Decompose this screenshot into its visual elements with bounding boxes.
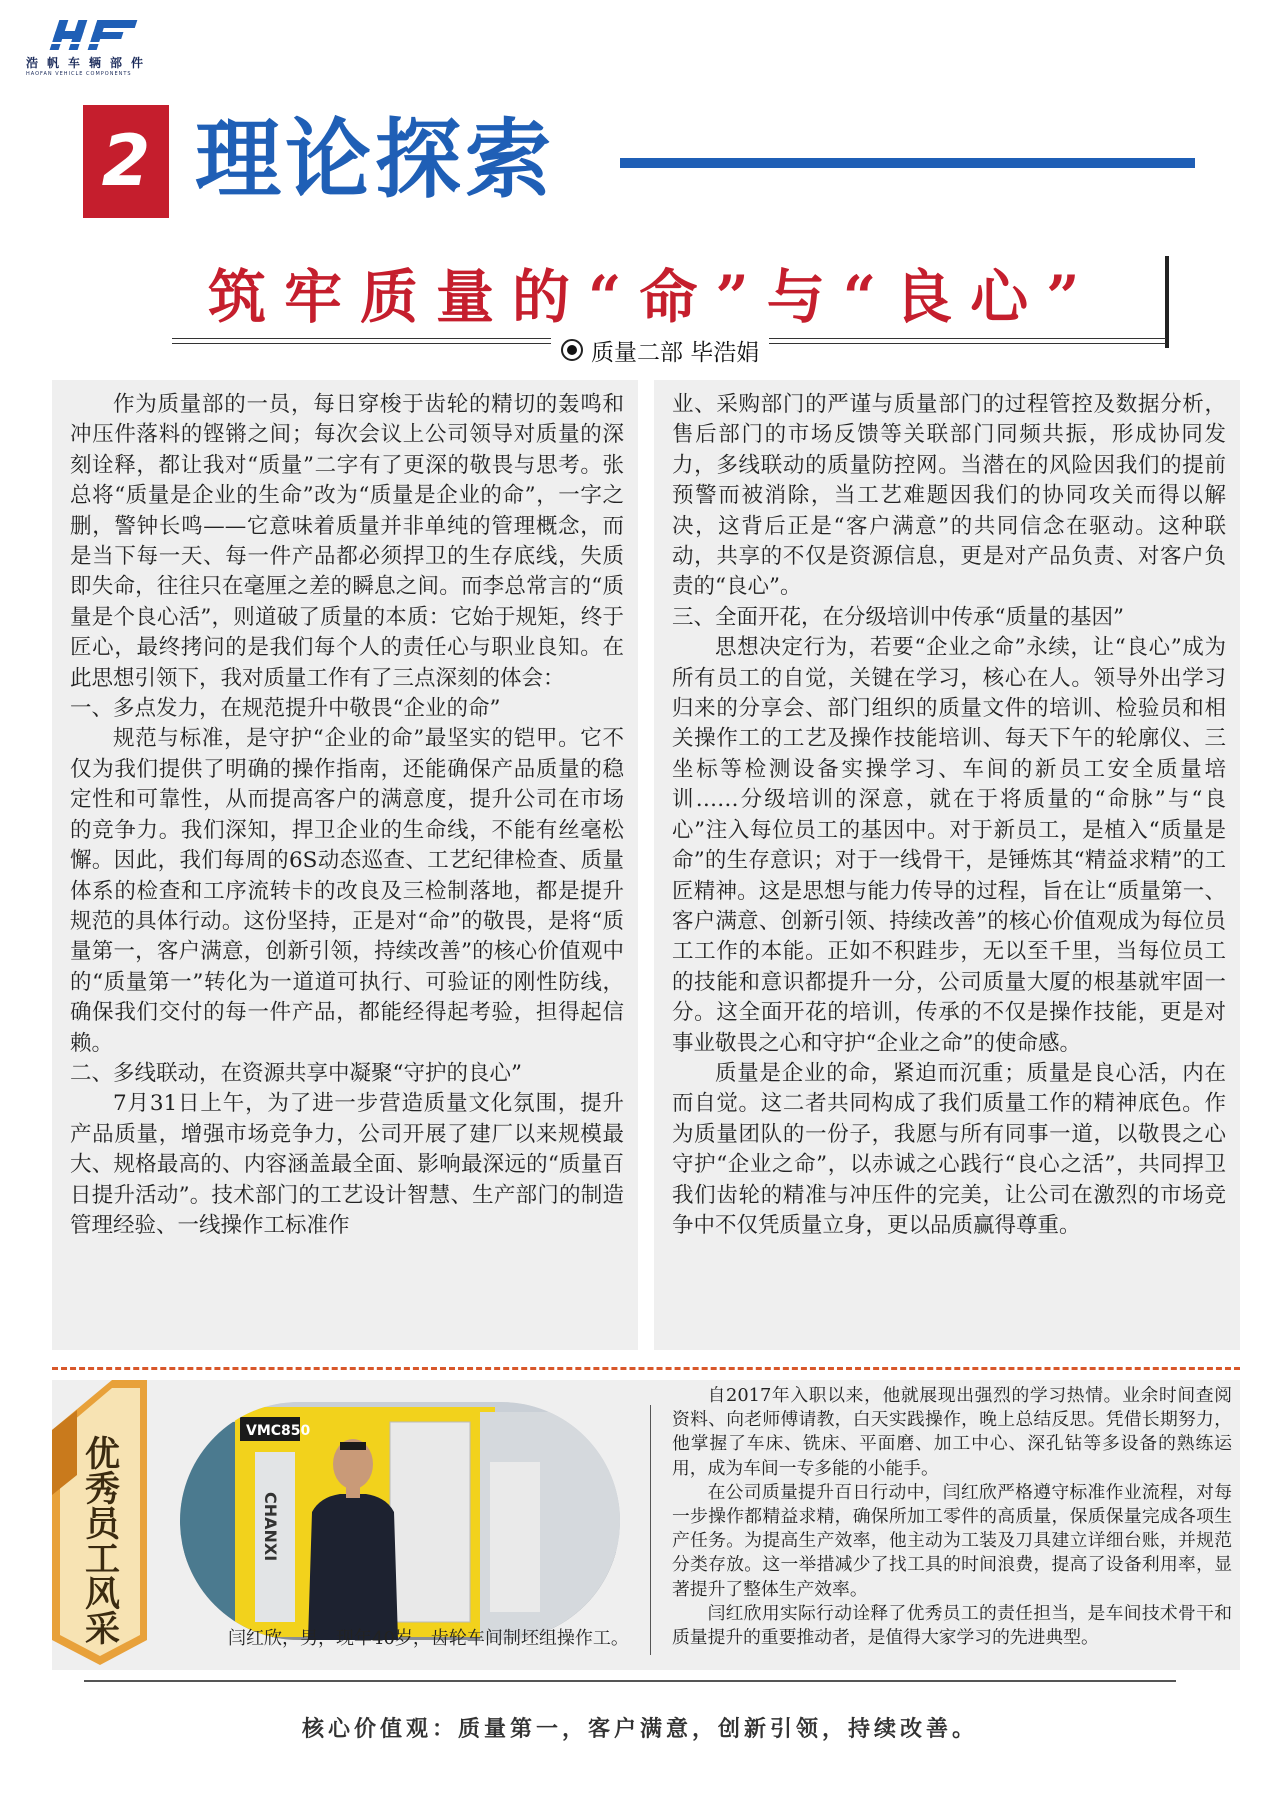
machine-model-label: VMC850 [246,1423,311,1439]
ribbon-label: 优秀员工风采 [79,1435,121,1645]
section-title: 理论探索 [195,110,555,210]
section-title-rule [620,158,1195,168]
core-values-footer: 核心价值观：质量第一，客户满意，创新引领，持续改善。 [301,1717,978,1742]
employee-caption [192,1626,652,1651]
employee-photo-image [180,1402,620,1640]
article-paragraph: 规范与标准，是守护“企业的命”最坚实的铠甲。它不仅为我们提供了明确的操作指南，还能确保产品质量的稳定性和可靠性，从而提高客户的满意度，提升公司在市场的竞争力。我们深知，捍卫企业的生命线，不能有丝毫松懈。因此，我们每周的6S动态巡查、工艺纪律检查、质量体系的检查和工序流转卡的改良及三检制落地，都是提升规范的具体行动。这份坚持，正是对“命”的敬畏，是将“质量第一，客户满意，创新引领，持续改善”的核心价值观中的“质量第一”转化为一道道可执行、可验证的刚性防线，确保我们交付的每一件产品，都能经得起考验，担得起信赖。 [70,726,624,1056]
author-byline [551,332,769,368]
logo-mark-icon [46,18,156,54]
machine-brand-label: CHANXI [261,1492,280,1562]
employee-paragraph: 在公司质量提升百日行动中，闫红欣严格遵守标准作业流程，对每一步操作都精益求精，确保所加工零件的高质量，保质保量完成各项生产任务。为提高生产效率，他主动为工装及刀具建立详细台账，并规范分类存放。这一举措减少了找工具的时间浪费，提高了设备利用率，显著提升了整体生产效率。 [672,1481,1232,1600]
employee-feature-panel [52,1380,1240,1670]
employee-paragraph: 闫红欣用实际行动诠释了优秀员工的责任担当，是车间技术骨干和质量提升的重要推动者，是值得大家学习的先进典型。 [672,1602,1232,1649]
employee-description [672,1384,1232,1650]
article-paragraph: 作为质量部的一员，每日穿梭于齿轮的精切的轰鸣和冲压件落料的铿锵之间；每次会议上公司领导对质量的深刻诠释，都让我对“质量”二字有了更深的敬畏与思考。张总将“质量是企业的生命”改为“质量是企业的命”，一字之删，警钟长鸣——它意味着质量并非单纯的管理概念，而是当下每一天、每一件产品都必须捍卫的生存底线，失质即失命，往往只在毫厘之差的瞬息之间。而李总常言的“质量是个良心活”，则道破了质量的本质：它始于规矩，终于匠心，最终拷问的是我们每个人的责任心与职业良知。在此思想引领下，我对质量工作有了三点深刻的体会： [70,392,624,691]
article-column-left [52,380,638,1350]
article-paragraph: 7月31日上午，为了进一步营造质量文化氛围，提升产品质量，增强市场竞争力，公司开展了建厂以来规模最大、规格最高的、内容涵盖最全面、影响最深远的“质量百日提升活动”。技术部门的工艺设计智慧、生产部门的制造管理经验、一线操作工标准作 [70,1091,624,1238]
section-number-badge: 2 [83,105,169,218]
employee-vertical-divider [650,1405,651,1655]
bullet-icon [561,339,583,361]
title-vertical-bar [1165,256,1169,348]
article-subheading: 业、采购部门的严谨与质量部门的过程管控及数据分析，售后部门的市场反馈等关联部门同频共振，形成协同发力，多线联动的质量防控网。当潜在的风险因我们的提前预警而被消除，当工艺难题因我们的协同攻关而得以解决，这背后正是“客户满意”的共同信念在驱动。这种联动，共享的不仅是资源信息，更是对产品负责、对客户负责的“良心”。 [672,392,1226,600]
article-paragraph: 思想决定行为，若要“企业之命”永续，让“良心”成为所有员工的自觉，关键在学习，核心在人。领导外出学习归来的分享会、部门组织的质量文件的培训、检验员和相关操作工的工艺及操作技能培训、每天下午的轮廓仪、三坐标等检测设备实操学习、车间的新员工安全质量培训……分级培训的深意，就在于将质量的“命脉”与“良心”注入每位员工的基因中。对于新员工，是植入“质量是命”的生存意识；对于一线骨干，是锤炼其“精益求精”的工匠精神。这是思想与能力传导的过程，旨在让“质量第一、客户满意、创新引领、持续改善”的核心价值观成为每位员工工作的本能。正如不积跬步，无以至千里，当每位员工的技能和意识都提升一分，公司质量大厦的根基就牢固一分。这全面开花的培训，传承的不仅是操作技能，更是对事业敬畏之心和守护“企业之命”的使命感。 [672,635,1226,1056]
article-subheading: 二、多线联动，在资源共享中凝聚“守护的良心” [70,1060,522,1086]
footer-rule [84,1680,1176,1682]
author-name: 质量二部 毕浩娟 [591,339,760,366]
article-paragraph: 质量是企业的命，紧迫而沉重；质量是良心活，内在而自觉。这二者共同构成了我们质量工作的精神底色。作为质量团队的一份子，我愿与所有同事一道，以敬畏之心守护“企业之命”，以赤诚之心践行“良心之活”，共同捍卫我们齿轮的精准与冲压件的完美，让公司在激烈的市场竞争中不仅凭质量立身，更以品质赢得尊重。 [672,1060,1226,1238]
article-title: 筑牢质量的“命”与“良心” [208,263,1098,331]
article-subheading: 一、多点发力，在规范提升中敬畏“企业的命” [70,696,501,722]
logo-name-cn: 浩帆车辆部件 [26,56,153,70]
company-logo [22,14,182,84]
article-column-right [654,380,1240,1350]
employee-paragraph: 自2017年入职以来，他就展现出强烈的学习热情。业余时间查阅资料、向老师傅请教，白天实践操作，晚上总结反思。凭借长期努力，他掌握了车床、铣床、平面磨、加工中心、深孔钻等多设备的熟练运用，成为车间一专多能的小能手。 [672,1385,1232,1479]
section-divider [52,1367,1240,1370]
employee-caption-text: 闫红欣，男，现年40岁，齿轮车间制坯组操作工。 [228,1628,629,1649]
employee-ribbon [52,1380,147,1665]
logo-name-en: HAOFAN VEHICLE COMPONENTS [26,71,132,77]
employee-photo [180,1402,620,1640]
article-subheading: 三、全面开花，在分级培训中传承“质量的基因” [672,604,1124,630]
